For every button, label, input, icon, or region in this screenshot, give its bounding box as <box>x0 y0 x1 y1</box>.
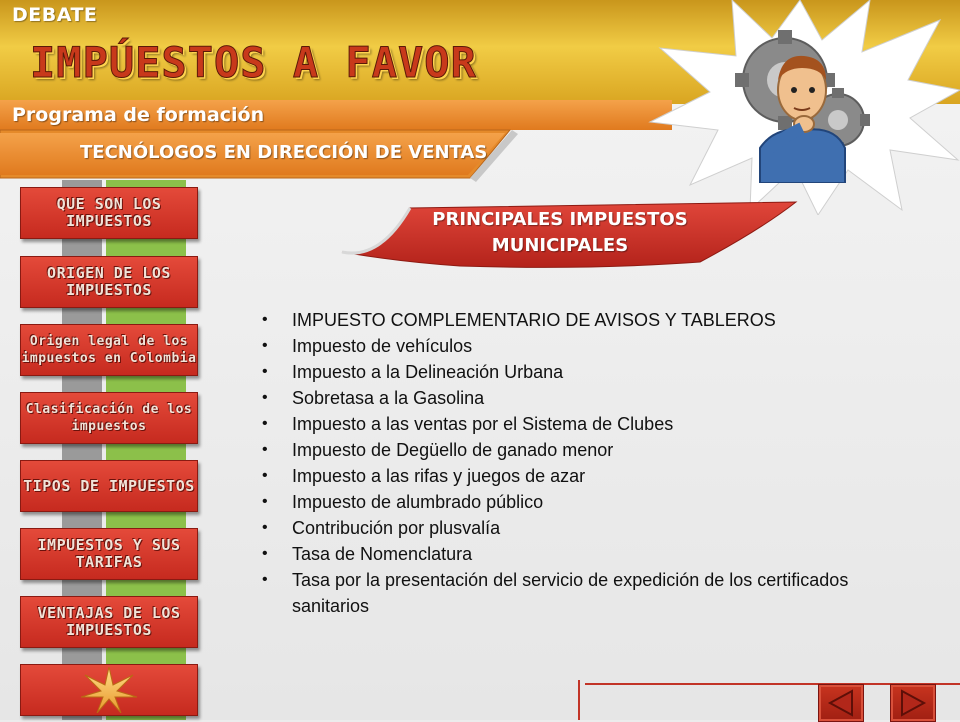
nav-item-impuestos-y-sus-tarifas[interactable] <box>20 528 198 580</box>
tax-list <box>262 307 872 619</box>
bullet: • <box>262 337 268 354</box>
list-item <box>262 411 872 437</box>
previous-button[interactable] <box>818 684 864 722</box>
bullet: • <box>262 389 268 406</box>
section-title: PRINCIPALES IMPUESTOS MUNICIPALES <box>432 209 688 256</box>
nav-item-label: TIPOS DE IMPUESTOS <box>23 476 195 495</box>
list-item <box>262 437 872 463</box>
list-item-text: Tasa de Nomenclatura <box>292 544 473 564</box>
nav-item-label: Clasificación de los impuestos <box>25 402 193 434</box>
list-item-text: Impuesto a las rifas y juegos de azar <box>292 466 586 486</box>
bullet: • <box>262 519 268 536</box>
list-item <box>262 515 872 541</box>
list-item <box>262 307 872 333</box>
previous-arrow-icon <box>826 689 856 717</box>
bullet: • <box>262 415 268 432</box>
nav-item-label: QUE SON LOS IMPUESTOS <box>56 195 162 230</box>
bullet: • <box>262 441 268 458</box>
list-item <box>262 359 872 385</box>
program-label: Programa de formación <box>12 104 265 126</box>
list-item <box>262 541 872 567</box>
nav-item-label: ORIGEN DE LOS IMPUESTOS <box>47 264 171 299</box>
star-icon <box>81 667 137 713</box>
nav-item-label: IMPUESTOS Y SUS TARIFAS <box>37 536 181 571</box>
nav-item-tipos-de-impuestos[interactable] <box>20 460 198 512</box>
section-label: DEBATE <box>12 4 98 26</box>
list-item-text: Impuesto de alumbrado público <box>292 492 544 512</box>
next-button[interactable] <box>890 684 936 722</box>
divider <box>578 680 580 720</box>
list-item-text: IMPUESTO COMPLEMENTARIO DE AVISOS Y TABLEROS <box>292 310 776 330</box>
list-item <box>262 333 872 359</box>
nav-item-origen-de-los-impuestos[interactable] <box>20 256 198 308</box>
nav-item-clasificacion[interactable] <box>20 392 198 444</box>
bullet: • <box>262 467 268 484</box>
list-item-text: Sobretasa a la Gasolina <box>292 388 485 408</box>
list-item-text: Impuesto de Degüello de ganado menor <box>292 440 614 460</box>
bullet: • <box>262 311 268 328</box>
list-item <box>262 567 872 619</box>
bullet: • <box>262 493 268 510</box>
bullet: • <box>262 545 268 562</box>
list-item-text: Impuesto a la Delineación Urbana <box>292 362 564 382</box>
nav-item-origen-legal[interactable] <box>20 324 198 376</box>
bullet: • <box>262 363 268 380</box>
next-arrow-icon <box>898 689 928 717</box>
list-item-text: Contribución por plusvalía <box>292 518 501 538</box>
list-item-text: Impuesto a las ventas por el Sistema de Clubes <box>292 414 674 434</box>
list-item <box>262 385 872 411</box>
list-item-text: Tasa por la presentación del servicio de expedición de los certificados sanitarios <box>292 570 849 616</box>
nav-item-label: VENTAJAS DE LOS IMPUESTOS <box>37 604 181 639</box>
thinking-man-with-gears-icon <box>730 18 880 183</box>
nav-item-label: Origen legal de los impuestos en Colombia <box>21 334 197 366</box>
list-item <box>262 489 872 515</box>
bullet: • <box>262 571 268 588</box>
list-item <box>262 463 872 489</box>
page-title: IMPÚESTOS A FAVOR <box>30 38 477 87</box>
nav-item-ventajas-de-los-impuestos[interactable] <box>20 596 198 648</box>
home-button[interactable] <box>20 664 198 716</box>
list-item-text: Impuesto de vehículos <box>292 336 473 356</box>
program-name: TECNÓLOGOS EN DIRECCIÓN DE VENTAS <box>80 142 488 163</box>
nav-item-que-son-los-impuestos[interactable] <box>20 187 198 239</box>
